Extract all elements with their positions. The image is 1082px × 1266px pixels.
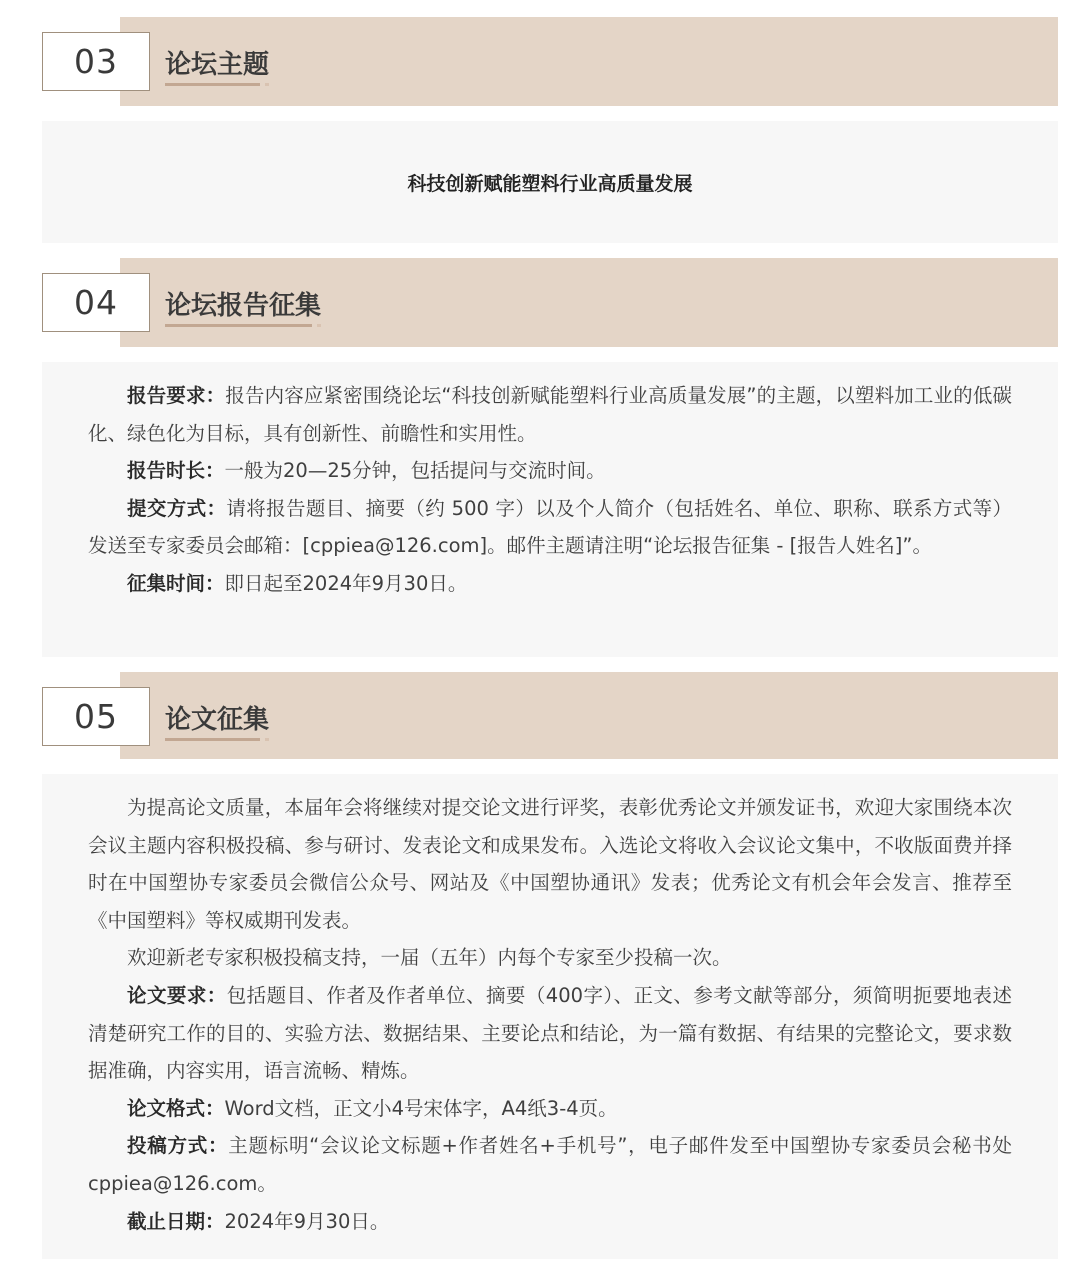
paragraph-text: 一般为20—25分钟，包括提问与交流时间。 xyxy=(224,459,606,483)
paragraph-submission-method xyxy=(88,490,1012,565)
paragraph-collection-period xyxy=(88,565,1012,603)
paragraph-text: 包括题目、作者及作者单位、摘要（400字）、正文、参考文献等部分，须简明扼要地表述清楚研究工作的目的、实验方法、数据结果、主要论点和结论，为一篇有数据、有结果的完整论文，要求数据准确，内容实用，语言流畅、精炼。 xyxy=(88,983,1012,1083)
paragraph-text: 请将报告题目、摘要（约 500 字）以及个人简介（包括姓名、单位、职称、联系方式等）发送至专家委员会邮箱：[cppiea@126.com]。邮件主题请注明“论坛报告征集 - [报告人姓名]”。 xyxy=(88,496,1012,558)
paragraph-text: Word文档，正文小4号宋体字，A4纸3-4页。 xyxy=(224,1096,618,1120)
paragraph-text: 即日起至2024年9月30日。 xyxy=(224,571,468,595)
paper-call-body xyxy=(42,774,1058,1240)
title-underline xyxy=(165,738,260,741)
paragraph-text: 为提高论文质量，本届年会将继续对提交论文进行评奖，表彰优秀论文并颁发证书，欢迎大家围绕本次会议主题内容积极投稿、参与研讨、发表论文和成果发布。入选论文将收入会议论文集中，不收版面费并择时在中国塑协专家委员会微信公众号、网站及《中国塑协通讯》发表；优秀论文有机会年会发言、推荐至《中国塑料》等权威期刊发表。 xyxy=(88,796,1012,932)
section-03-panel xyxy=(42,121,1058,243)
paragraph-label: 论文格式： xyxy=(127,1096,225,1120)
paragraph-text: 主题标明“会议论文标题+作者姓名+手机号”，电子邮件发至中国塑协专家委员会秘书处cppiea@126.com。 xyxy=(88,1134,1012,1195)
section-number: 04 xyxy=(42,273,150,332)
section-05-header xyxy=(42,672,1058,759)
section-title xyxy=(165,44,269,83)
section-title xyxy=(165,699,269,738)
paragraph-welcome xyxy=(88,939,1012,977)
section-05-panel xyxy=(42,774,1058,1259)
section-title-text: 论文征集 xyxy=(165,705,270,735)
paragraph-text: 报告内容应紧密围绕论坛“科技创新赋能塑料行业高质量发展”的主题，以塑料加工业的低碳化、绿色化为目标，具有创新性、前瞻性和实用性。 xyxy=(88,384,1012,445)
title-underline xyxy=(165,83,260,86)
paragraph-label: 征集时间： xyxy=(127,571,225,595)
section-title-text: 论坛报告征集 xyxy=(165,291,322,321)
paragraph-paper-format xyxy=(88,1090,1012,1128)
forum-theme-text: 科技创新赋能塑料行业高质量发展 xyxy=(407,172,693,195)
paragraph-deadline xyxy=(88,1203,1012,1241)
paragraph-label: 报告时长： xyxy=(127,459,225,483)
paragraph-label: 投稿方式： xyxy=(127,1134,229,1158)
paragraph-report-requirements xyxy=(88,377,1012,452)
paragraph-label: 论文要求： xyxy=(127,983,227,1007)
section-number: 03 xyxy=(42,32,150,91)
section-03-header xyxy=(42,17,1058,106)
section-04-panel xyxy=(42,362,1058,657)
paragraph-label: 截止日期： xyxy=(127,1209,225,1233)
title-underline-cap xyxy=(265,83,269,86)
paragraph-paper-requirements xyxy=(88,977,1012,1090)
section-title-text: 论坛主题 xyxy=(165,50,270,80)
title-underline-cap xyxy=(265,738,269,741)
paragraph-report-duration xyxy=(88,452,1012,490)
paragraph-submission-way xyxy=(88,1127,1012,1202)
title-underline-cap xyxy=(317,324,321,327)
paragraph-label: 提交方式： xyxy=(127,496,227,520)
paragraph-label: 报告要求： xyxy=(127,384,226,407)
paragraph-text: 欢迎新老专家积极投稿支持，一届（五年）内每个专家至少投稿一次。 xyxy=(127,946,732,970)
paragraph-text: 2024年9月30日。 xyxy=(224,1209,390,1233)
section-04-header xyxy=(42,258,1058,347)
title-underline xyxy=(165,324,312,327)
report-call-body xyxy=(42,362,1058,603)
paragraph-intro xyxy=(88,789,1012,939)
section-number: 05 xyxy=(42,687,150,746)
section-title xyxy=(165,285,321,324)
